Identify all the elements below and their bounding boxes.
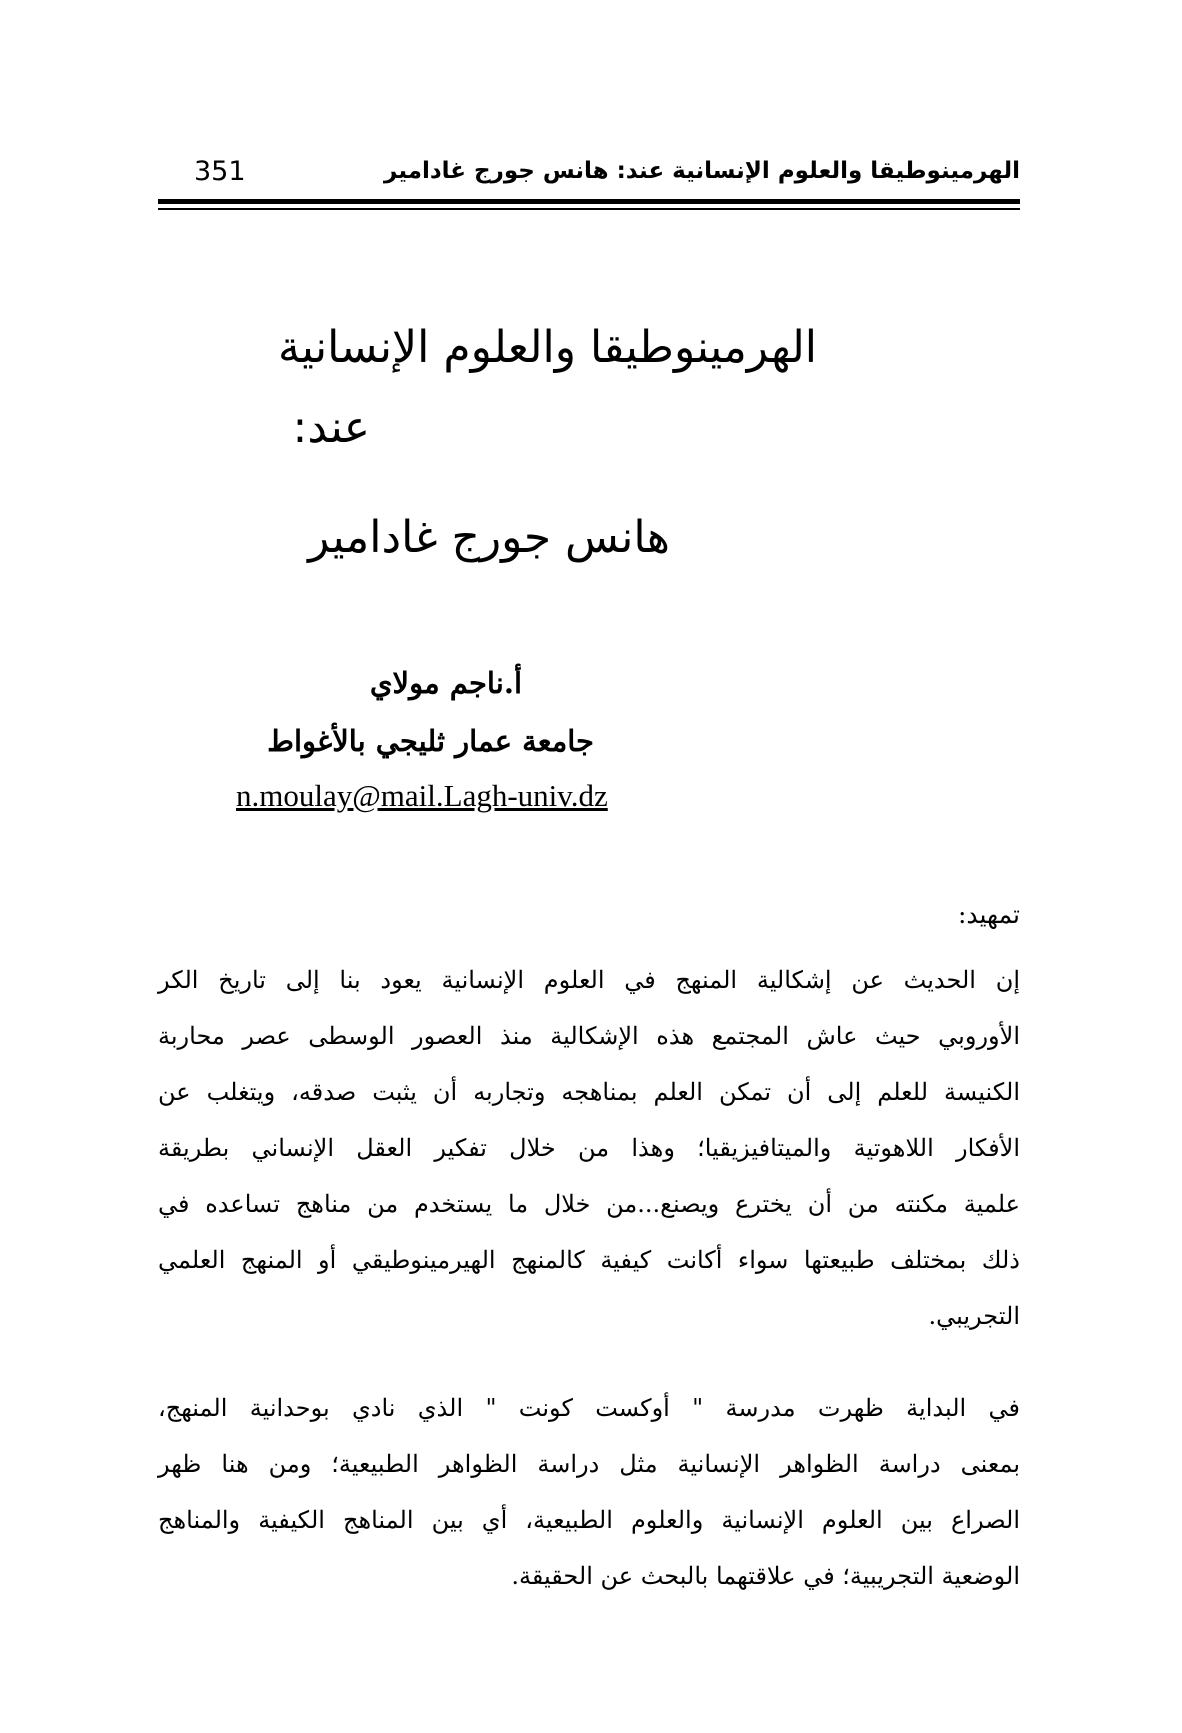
paragraph-line: إن الحديث عن إشكالية المنهج في العلوم الإنسانية يعود بنا إلى تاريخ الكر xyxy=(158,966,1020,994)
body-paragraph-2 xyxy=(158,1380,1020,1604)
paragraph-line: في البداية ظهرت مدرسة " أوكست كونت " الذي نادي بوحدانية المنهج، xyxy=(158,1394,1020,1422)
paragraph-line: علمية مكنته من أن يخترع ويصنع...من خلال ما يستخدم من مناهج تساعده في xyxy=(158,1190,1020,1218)
page-number: 351 xyxy=(194,156,246,187)
paragraph-line: الصراع بين العلوم الإنسانية والعلوم الطبيعية، أي بين المناهج الكيفية والمناهج xyxy=(158,1506,1020,1534)
running-title: الهرمينوطيقا والعلوم الإنسانية عند: هانس جورج غادامير xyxy=(384,158,1020,184)
body-paragraph-1 xyxy=(158,952,1020,1344)
author-email-link[interactable]: n.moulay@mail.Lagh-univ.dz xyxy=(236,778,608,813)
article-title-line-3: هانس جورج غادامير xyxy=(308,512,670,563)
author-affiliation: جامعة عمار ثليجي بالأغواط xyxy=(267,724,594,758)
paragraph-line: الكنيسة للعلم إلى أن تمكن العلم بمناهجه وتجاربه أن يثبت صدقه، ويتغلب عن xyxy=(158,1078,1020,1106)
section-heading: تمهيد: xyxy=(957,900,1020,929)
paragraph-line: الأوروبي حيث عاش المجتمع هذه الإشكالية منذ العصور الوسطى عصر محاربة xyxy=(158,1022,1020,1050)
header-rule-thin xyxy=(158,208,1020,210)
running-header xyxy=(158,150,1020,194)
paragraph-line: ذلك بمختلف طبيعتها سواء أكانت كيفية كالمنهج الهيرمينوطيقي أو المنهج العلمي xyxy=(158,1246,1020,1274)
paragraph-line: الأفكار اللاهوتية والميتافيزيقيا؛ وهذا من خلال تفكير العقل الإنساني بطريقة xyxy=(158,1134,1020,1162)
paragraph-line: الوضعية التجريبية؛ في علاقتهما بالبحث عن الحقيقة. xyxy=(511,1562,1020,1590)
author-name: أ.ناجم مولاي xyxy=(369,666,522,700)
article-title-line-1: الهرمينوطيقا والعلوم الإنسانية xyxy=(278,322,817,373)
paragraph-line: بمعنى دراسة الظواهر الإنسانية مثل دراسة الظواهر الطبيعية؛ ومن هنا ظهر xyxy=(158,1450,1020,1478)
header-rule-thick xyxy=(158,199,1020,204)
paragraph-line: التجريبي. xyxy=(928,1302,1020,1330)
article-title-line-2: عند: xyxy=(292,402,370,453)
